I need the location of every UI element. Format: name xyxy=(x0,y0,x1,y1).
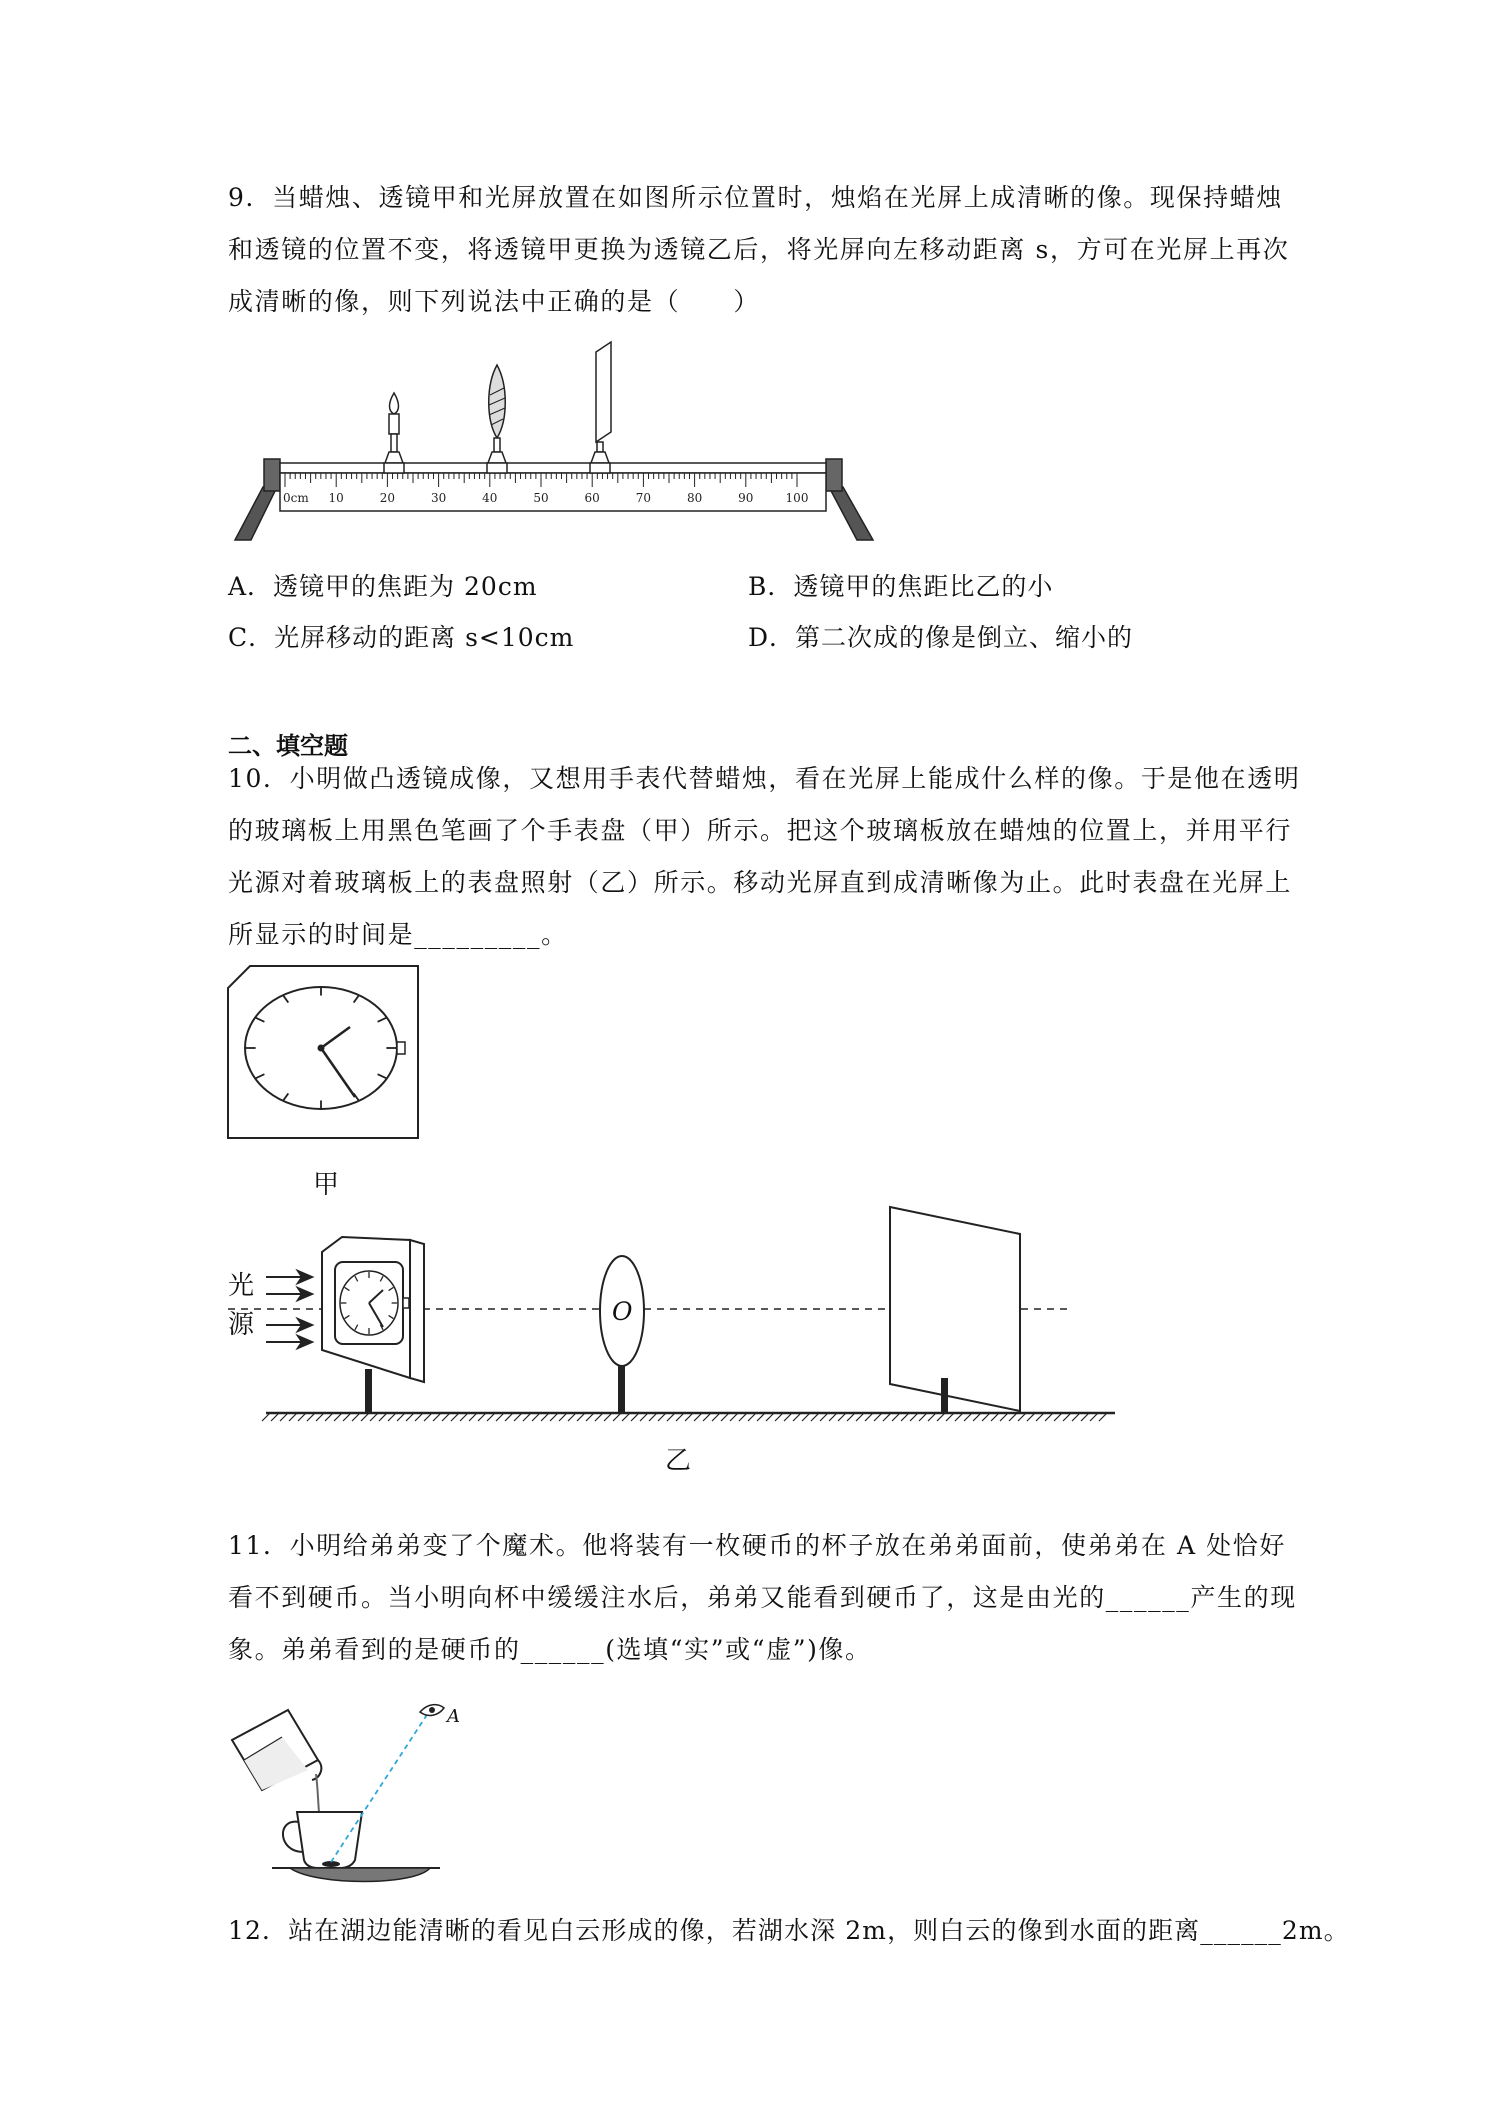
option-d[interactable]: D．第二次成的像是倒立、缩小的 xyxy=(748,623,1134,652)
section-title: 二、填空题 xyxy=(228,732,348,760)
ruler-label: 60 xyxy=(584,491,600,505)
ruler-label: 80 xyxy=(686,491,703,505)
q10-line-4: 所显示的时间是_________。 xyxy=(228,920,568,949)
option-c[interactable]: C．光屏移动的距离 s<10cm xyxy=(228,623,575,652)
q9-line-1: 9．当蜡烛、透镜甲和光屏放置在如图所示位置时，烛焰在光屏上成清晰的像。现保持蜡烛 xyxy=(228,183,1283,212)
pitcher xyxy=(232,1710,321,1790)
eye-icon xyxy=(420,1705,444,1716)
ruler-label: 20 xyxy=(379,491,396,505)
ruler-label: 40 xyxy=(482,491,498,505)
eye-label: A xyxy=(447,1706,461,1727)
option-a[interactable]: A．透镜甲的焦距为 20cm xyxy=(228,572,538,601)
fig-yi-caption: 乙 xyxy=(665,1446,692,1476)
ruler-label: 0cm xyxy=(283,491,309,505)
q9-line-2: 和透镜的位置不变，将透镜甲更换为透镜乙后，将光屏向左移动距离 s，方可在光屏上再次 xyxy=(228,235,1290,264)
lens-label: O xyxy=(612,1297,634,1326)
option-b[interactable]: B．透镜甲的焦距比乙的小 xyxy=(748,572,1054,601)
ruler-label: 90 xyxy=(738,491,754,505)
q10-line-1: 10．小明做凸透镜成像，又想用手表代替蜡烛，看在光屏上能成什么样的像。于是他在透明 xyxy=(228,764,1301,793)
saucer xyxy=(290,1868,430,1882)
light-label-1: 光 xyxy=(228,1271,255,1301)
ruler-label: 100 xyxy=(785,491,809,505)
q9-line-3: 成清晰的像，则下列说法中正确的是（ ） xyxy=(228,287,761,316)
line-of-sight xyxy=(331,1707,432,1862)
q10-line-2: 的玻璃板上用黑色笔画了个手表盘（甲）所示。把这个玻璃板放在蜡烛的位置上，并用平行 xyxy=(228,816,1293,845)
ruler-label: 30 xyxy=(430,491,447,505)
ruler-label: 10 xyxy=(328,491,344,505)
ruler-label: 50 xyxy=(533,491,549,505)
q11-line-3: 象。弟弟看到的是硬币的______(选填“实”或“虚”)像。 xyxy=(228,1635,872,1664)
light-label-2: 源 xyxy=(228,1310,255,1340)
fig-jia-caption: 甲 xyxy=(313,1170,340,1200)
q11-line-2: 看不到硬币。当小明向杯中缓缓注水后，弟弟又能看到硬币了，这是由光的______产生的现 xyxy=(228,1583,1297,1612)
ruler-label: 70 xyxy=(635,491,652,505)
q11-line-1: 11．小明给弟弟变了个魔术。他将装有一枚硬币的杯子放在弟弟面前，使弟弟在 A 处恰好 xyxy=(228,1531,1286,1560)
cup-body xyxy=(297,1812,362,1868)
q10-line-3: 光源对着玻璃板上的表盘照射（乙）所示。移动光屏直到成清晰像为止。此时表盘在光屏上 xyxy=(228,868,1293,897)
water-stream xyxy=(316,1774,319,1812)
q12-line: 12．站在湖边能清晰的看见白云形成的像，若湖水深 2m，则白云的像到水面的距离______2m。 xyxy=(228,1916,1350,1945)
